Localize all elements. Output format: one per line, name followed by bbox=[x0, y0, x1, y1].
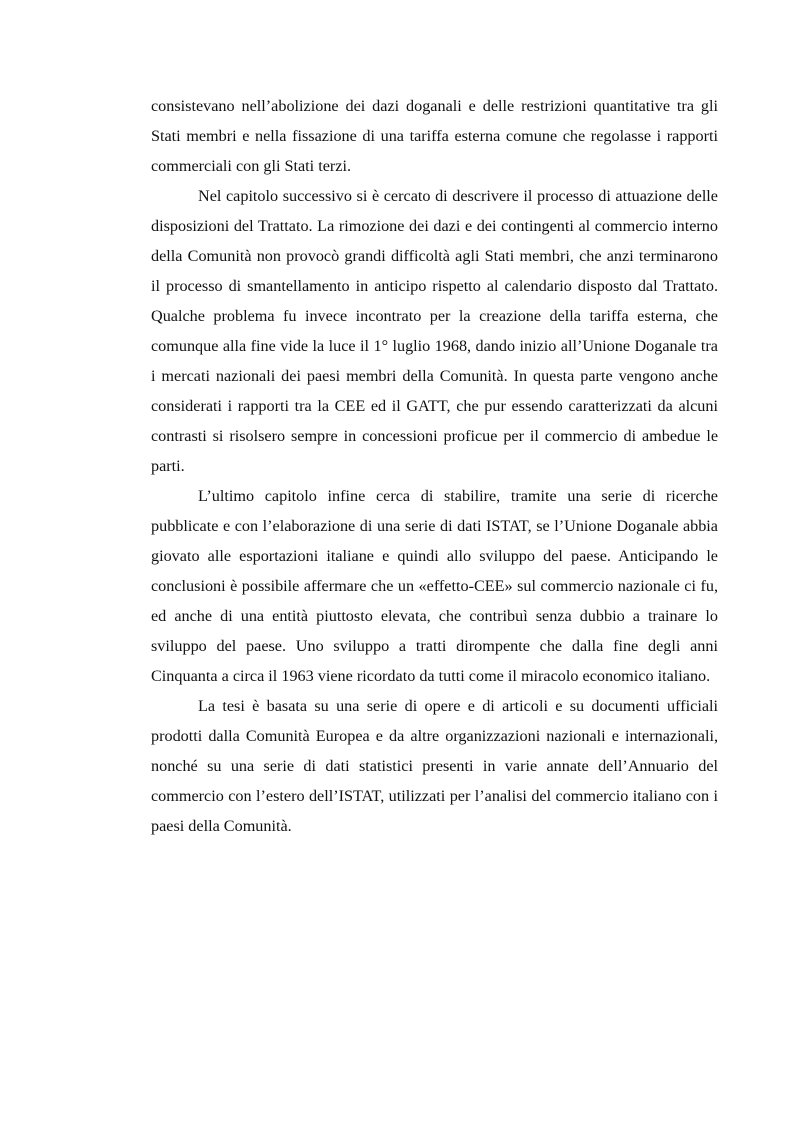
paragraph-last-chapter: L’ultimo capitolo infine cerca di stabilire, tramite una serie di ricerche pubblicate e con l’elaborazione di una serie di dati ISTAT, se l’Unione Doganale abbia giovato alle esportazioni italiane e quindi allo sviluppo del paese. Anticipando le conclusioni è possibile affermare che un «effetto-CEE» sul commercio nazionale ci fu, ed anche di una entità piuttosto elevata, che contribuì senza dubbio a trainare lo sviluppo del paese. Uno sviluppo a tratti dirompente che dalla fine degli anni Cinquanta a circa il 1963 viene ricordato da tutti come il miracolo economico italiano. bbox=[151, 487, 718, 685]
paragraph-second-chapter: Nel capitolo successivo si è cercato di descrivere il processo di attuazione delle disposizioni del Trattato. La rimozione dei dazi e dei contingenti al commercio interno della Comunità non provocò grandi difficoltà agli Stati membri, che anzi terminarono il processo di smantellamento in anticipo rispetto al calendario disposto dal Trattato. Qualche problema fu invece incontrato per la creazione della tariffa esterna, che comunque alla fine vide la luce il 1° luglio 1968, dando inizio all’Unione Doganale tra i mercati nazionali dei paesi membri della Comunità. In questa parte vengono anche considerati i rapporti tra la CEE ed il GATT, che pur essendo caratterizzati da alcuni contrasti si risolsero sempre in concessioni proficue per il commercio di ambedue le parti. bbox=[151, 187, 718, 475]
document-page bbox=[151, 91, 718, 841]
paragraph-sources: La tesi è basata su una serie di opere e di articoli e su documenti ufficiali prodotti dalla Comunità Europea e da altre organizzazioni nazionali e internazionali, nonché su una serie di dati statistici presenti in varie annate dell’Annuario del commercio con l’estero dell’ISTAT, utilizzati per l’analisi del commercio italiano con i paesi della Comunità. bbox=[151, 697, 718, 835]
paragraph-continuation: consistevano nell’abolizione dei dazi doganali e delle restrizioni quantitative tra gli Stati membri e nella fissazione di una tariffa esterna comune che regolasse i rapporti commerciali con gli Stati terzi. bbox=[151, 97, 718, 175]
